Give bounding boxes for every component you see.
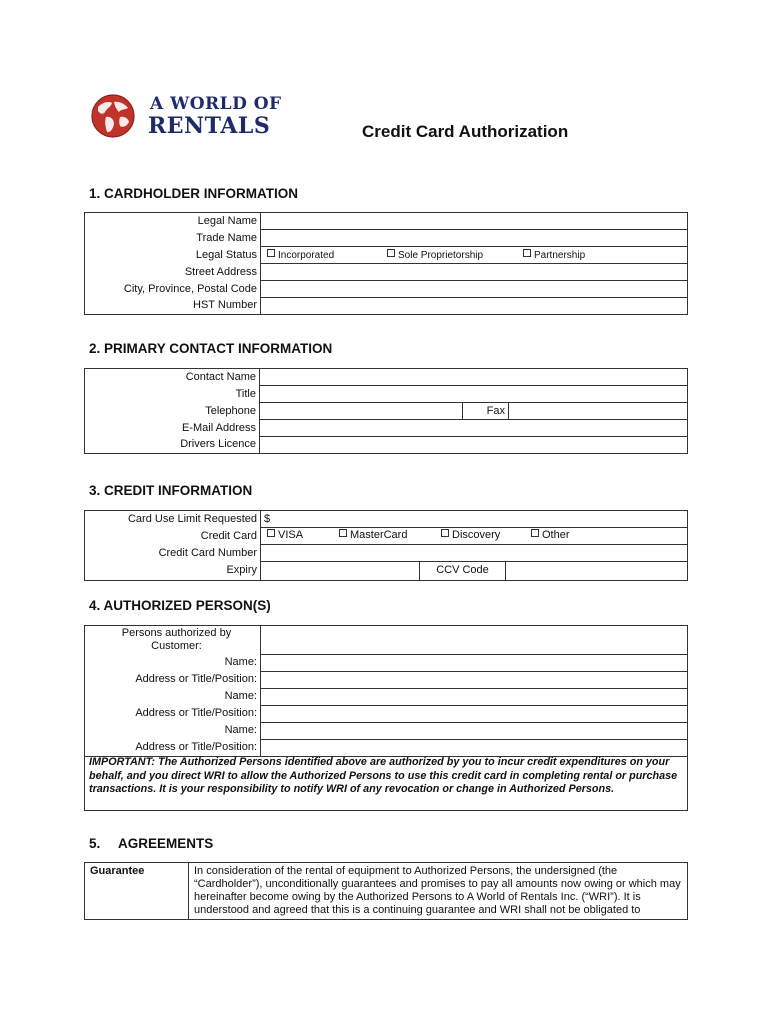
form-row — [85, 420, 688, 437]
important-notice: IMPORTANT: The Authorized Persons identified above are authorized by you to incur credit expenditures on your behalf, and you direct WRI to allow the Authorized Persons to use this credit card in completing rental or purchase transactions. It is your responsibility to notify WRI of any revocation or change in Authorized Persons. — [84, 755, 688, 811]
form-row — [85, 626, 688, 655]
credit-card-number-field[interactable] — [261, 545, 688, 562]
cardholder-table — [84, 212, 688, 315]
expiry-field[interactable] — [261, 562, 420, 581]
partnership-option[interactable] — [523, 248, 585, 263]
visa-label: VISA — [278, 529, 304, 541]
checkbox-icon[interactable] — [339, 529, 347, 537]
incorporated-label: Incorporated — [278, 250, 335, 261]
mastercard-label: MasterCard — [350, 529, 408, 541]
expiry-label: Expiry — [85, 562, 261, 581]
other-option[interactable] — [531, 528, 570, 543]
contact-name-field[interactable] — [260, 369, 688, 386]
other-label: Other — [542, 529, 570, 541]
discovery-label: Discovery — [452, 529, 501, 541]
address-field-3[interactable] — [261, 739, 688, 756]
street-address-label: Street Address — [85, 264, 261, 281]
checkbox-icon[interactable] — [387, 249, 395, 257]
address-label-1: Address or Title/Position: — [85, 671, 261, 688]
form-row — [85, 298, 688, 315]
section-2-title: 2. PRIMARY CONTACT INFORMATION — [89, 341, 333, 356]
logo-text-line1: A WORLD OF — [150, 94, 282, 114]
form-row — [85, 722, 688, 739]
legal-name-field[interactable] — [261, 213, 688, 230]
mastercard-option[interactable] — [339, 528, 407, 543]
credit-card-number-label: Credit Card Number — [85, 545, 261, 562]
persons-authorized-label: Persons authorized by Customer: — [85, 626, 261, 655]
form-row — [85, 562, 688, 581]
form-row — [85, 213, 688, 230]
form-row — [85, 671, 688, 688]
checkbox-icon[interactable] — [441, 529, 449, 537]
city-province-postal-label: City, Province, Postal Code — [85, 281, 261, 298]
email-field[interactable] — [260, 420, 688, 437]
form-row — [85, 511, 688, 528]
ccv-label: CCV Code — [420, 562, 506, 581]
address-field-1[interactable] — [261, 671, 688, 688]
address-label-2: Address or Title/Position: — [85, 705, 261, 722]
discovery-option[interactable] — [441, 528, 500, 543]
guarantee-text: In consideration of the rental of equipment to Authorized Persons, the undersigned (the “Cardholder”), unconditionally guarantees and promises to pay all amounts now owing or which may hereinafter become owing by the Authorized Persons to A World of Rentals Inc. (“WRI”). It is understood and agreed that this is a continuing guarantee and WRI shall not be obligated to — [189, 863, 688, 920]
section-1-title: 1. CARDHOLDER INFORMATION — [89, 186, 298, 201]
sole-proprietorship-option[interactable] — [387, 248, 483, 263]
checkbox-icon[interactable] — [531, 529, 539, 537]
section-5-number: 5. — [89, 836, 101, 851]
form-row — [85, 403, 688, 420]
form-row — [85, 386, 688, 403]
fax-field[interactable] — [509, 403, 688, 420]
section-5-title: AGREEMENTS — [118, 836, 214, 851]
form-row — [85, 654, 688, 671]
authorized-table — [84, 625, 688, 757]
name-label-2: Name: — [85, 688, 261, 705]
card-use-limit-label: Card Use Limit Requested — [85, 511, 261, 528]
agreements-table — [84, 862, 688, 920]
form-row — [85, 437, 688, 454]
contact-name-label: Contact Name — [85, 369, 260, 386]
form-row — [85, 528, 688, 545]
partnership-label: Partnership — [534, 250, 586, 261]
title-label: Title — [85, 386, 260, 403]
telephone-label: Telephone — [85, 403, 260, 420]
credit-table — [84, 510, 688, 581]
form-row — [85, 247, 688, 264]
currency-symbol: $ — [264, 512, 271, 525]
hst-number-label: HST Number — [85, 298, 261, 315]
title-field[interactable] — [260, 386, 688, 403]
credit-card-type-field — [261, 528, 688, 545]
drivers-licence-label: Drivers Licence — [85, 437, 260, 454]
form-row — [85, 369, 688, 386]
drivers-licence-field[interactable] — [260, 437, 688, 454]
card-use-limit-field[interactable] — [261, 511, 688, 528]
incorporated-option[interactable] — [267, 248, 334, 263]
checkbox-icon[interactable] — [267, 529, 275, 537]
agreement-row — [85, 863, 688, 920]
trade-name-label: Trade Name — [85, 230, 261, 247]
email-label: E-Mail Address — [85, 420, 260, 437]
checkbox-icon[interactable] — [267, 249, 275, 257]
persons-authorized-field[interactable] — [261, 626, 688, 655]
guarantee-label: Guarantee — [85, 863, 189, 920]
logo-text-line2: RENTALS — [148, 113, 271, 139]
section-4-title: 4. AUTHORIZED PERSON(S) — [89, 598, 271, 613]
visa-option[interactable] — [267, 528, 303, 543]
form-row — [85, 545, 688, 562]
company-logo-globe — [90, 93, 136, 139]
name-field-1[interactable] — [261, 654, 688, 671]
telephone-field[interactable] — [260, 403, 463, 420]
name-label-1: Name: — [85, 654, 261, 671]
form-row — [85, 281, 688, 298]
checkbox-icon[interactable] — [523, 249, 531, 257]
legal-status-field — [261, 247, 688, 264]
name-field-2[interactable] — [261, 688, 688, 705]
hst-number-field[interactable] — [261, 298, 688, 315]
credit-card-label: Credit Card — [85, 528, 261, 545]
sole-proprietorship-label: Sole Proprietorship — [398, 250, 484, 261]
trade-name-field[interactable] — [261, 230, 688, 247]
document-title: Credit Card Authorization — [362, 122, 569, 141]
form-row — [85, 739, 688, 756]
ccv-field[interactable] — [506, 562, 688, 581]
address-label-3: Address or Title/Position: — [85, 739, 261, 756]
city-province-postal-field[interactable] — [261, 281, 688, 298]
contact-table — [84, 368, 688, 454]
name-field-3[interactable] — [261, 722, 688, 739]
form-row — [85, 264, 688, 281]
form-row — [85, 230, 688, 247]
legal-name-label: Legal Name — [85, 213, 261, 230]
form-row — [85, 705, 688, 722]
street-address-field[interactable] — [261, 264, 688, 281]
section-3-title: 3. CREDIT INFORMATION — [89, 483, 253, 498]
address-field-2[interactable] — [261, 705, 688, 722]
legal-status-label: Legal Status — [85, 247, 261, 264]
fax-label: Fax — [463, 403, 509, 420]
form-row — [85, 688, 688, 705]
name-label-3: Name: — [85, 722, 261, 739]
